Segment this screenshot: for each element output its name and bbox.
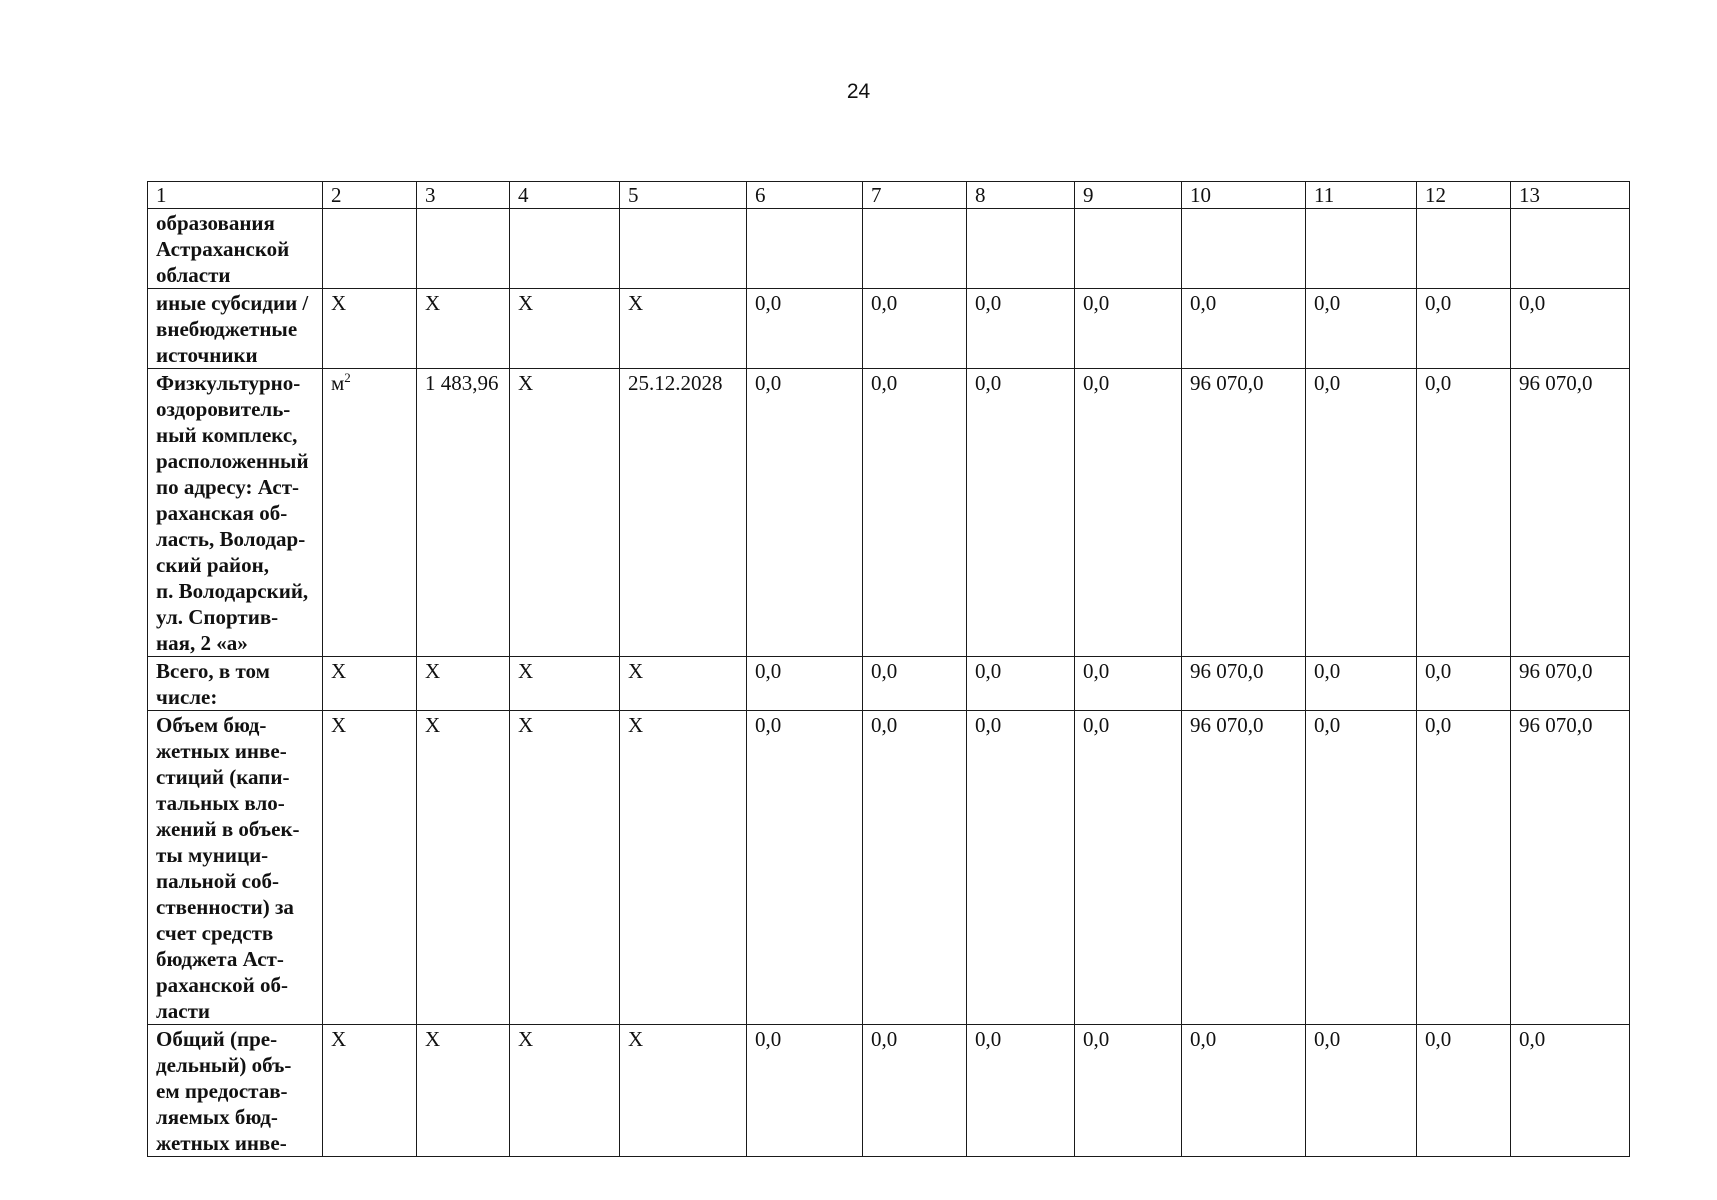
table-cell: 0,0 xyxy=(1075,1025,1182,1157)
row-name: иные субсидии / внебюджетные источники xyxy=(148,289,323,369)
column-number: 5 xyxy=(620,182,747,209)
unit-cell xyxy=(323,1025,417,1157)
table-cell: 0,0 xyxy=(1075,657,1182,711)
table-cell: 96 070,0 xyxy=(1511,711,1630,1025)
table-cell: Х xyxy=(417,711,510,1025)
column-number-row xyxy=(148,182,1630,209)
table-cell: 0,0 xyxy=(967,711,1075,1025)
data-table-container xyxy=(147,181,1629,1157)
table-cell: Х xyxy=(417,1025,510,1157)
table-cell: Х xyxy=(620,711,747,1025)
table-cell: 0,0 xyxy=(967,289,1075,369)
column-number: 13 xyxy=(1511,182,1630,209)
table-cell: 0,0 xyxy=(1075,369,1182,657)
table-cell: 0,0 xyxy=(1306,657,1417,711)
table-row xyxy=(148,289,1630,369)
table-cell xyxy=(967,209,1075,289)
column-number: 12 xyxy=(1417,182,1511,209)
row-name: Объем бюд- жетных инве- стиций (капи- тальных вло- жений в объек- ты муници- пальной соб- ственности) за счет средств бюджета Аст- раханской об- ласти xyxy=(148,711,323,1025)
table-cell: Х xyxy=(620,289,747,369)
column-number: 11 xyxy=(1306,182,1417,209)
table-cell: 96 070,0 xyxy=(1182,657,1306,711)
table-cell: 0,0 xyxy=(747,1025,863,1157)
table-cell: 0,0 xyxy=(863,289,967,369)
table-cell: Х xyxy=(620,657,747,711)
unit-text: Х xyxy=(331,713,347,737)
row-name: Физкультурно- оздоровитель- ный комплекс, расположенный по адресу: Аст- раханская об- ласть, Володар- ский район, п. Володарский, ул. Спортив- ная, 2 «а» xyxy=(148,369,323,657)
table-row xyxy=(148,657,1630,711)
table-row xyxy=(148,1025,1630,1157)
table-cell: 0,0 xyxy=(1182,1025,1306,1157)
table-cell: Х xyxy=(510,1025,620,1157)
page-number: 24 xyxy=(846,80,871,103)
table-cell xyxy=(510,209,620,289)
table-cell: 96 070,0 xyxy=(1182,369,1306,657)
table-cell xyxy=(863,209,967,289)
unit-text: м xyxy=(331,371,345,395)
table-cell: 0,0 xyxy=(1511,1025,1630,1157)
table-cell: 0,0 xyxy=(1417,1025,1511,1157)
table-cell xyxy=(620,209,747,289)
unit-cell xyxy=(323,289,417,369)
table-cell: 25.12.2028 xyxy=(620,369,747,657)
column-number: 9 xyxy=(1075,182,1182,209)
column-number: 6 xyxy=(747,182,863,209)
table-cell: 0,0 xyxy=(747,289,863,369)
unit-text: Х xyxy=(331,659,347,683)
table-cell xyxy=(417,209,510,289)
table-cell: 96 070,0 xyxy=(1182,711,1306,1025)
table-cell: 0,0 xyxy=(1417,711,1511,1025)
table-cell: 0,0 xyxy=(1306,1025,1417,1157)
unit-cell xyxy=(323,657,417,711)
table-cell: 0,0 xyxy=(967,369,1075,657)
table-cell: 0,0 xyxy=(1417,369,1511,657)
table-cell: 0,0 xyxy=(1306,369,1417,657)
column-number: 8 xyxy=(967,182,1075,209)
table-cell xyxy=(1417,209,1511,289)
table-cell: 0,0 xyxy=(967,1025,1075,1157)
unit-cell xyxy=(323,711,417,1025)
table-cell: Х xyxy=(510,711,620,1025)
table-cell xyxy=(747,209,863,289)
column-number: 2 xyxy=(323,182,417,209)
column-number: 4 xyxy=(510,182,620,209)
unit-cell xyxy=(323,209,417,289)
table-cell: 0,0 xyxy=(1075,289,1182,369)
table-cell: 0,0 xyxy=(747,711,863,1025)
data-table xyxy=(147,181,1630,1157)
unit-superscript: 2 xyxy=(344,370,351,385)
table-cell: 0,0 xyxy=(1075,711,1182,1025)
table-cell: Х xyxy=(510,369,620,657)
table-cell: 0,0 xyxy=(1417,289,1511,369)
table-cell: 0,0 xyxy=(747,657,863,711)
row-name: Всего, в том числе: xyxy=(148,657,323,711)
unit-cell xyxy=(323,369,417,657)
table-cell xyxy=(1511,209,1630,289)
column-number: 7 xyxy=(863,182,967,209)
table-cell: 0,0 xyxy=(1511,289,1630,369)
table-cell: 96 070,0 xyxy=(1511,657,1630,711)
unit-text: Х xyxy=(331,291,347,315)
table-cell: Х xyxy=(417,657,510,711)
table-cell xyxy=(1306,209,1417,289)
table-cell: 0,0 xyxy=(1306,711,1417,1025)
table-cell: 0,0 xyxy=(863,369,967,657)
table-cell xyxy=(1075,209,1182,289)
row-name: образования Астраханской области xyxy=(148,209,323,289)
table-cell: 0,0 xyxy=(747,369,863,657)
table-cell: 0,0 xyxy=(967,657,1075,711)
table-cell: Х xyxy=(417,289,510,369)
column-number: 3 xyxy=(417,182,510,209)
table-row xyxy=(148,209,1630,289)
table-cell: 0,0 xyxy=(863,711,967,1025)
row-name: Общий (пре- дельный) объ- ем предостав- ляемых бюд- жетных инве- xyxy=(148,1025,323,1157)
table-cell: Х xyxy=(510,289,620,369)
table-row xyxy=(148,369,1630,657)
table-cell: 1 483,96 xyxy=(417,369,510,657)
table-cell: 96 070,0 xyxy=(1511,369,1630,657)
table-cell xyxy=(1182,209,1306,289)
table-cell: Х xyxy=(510,657,620,711)
table-cell: 0,0 xyxy=(1182,289,1306,369)
column-number: 10 xyxy=(1182,182,1306,209)
table-cell: 0,0 xyxy=(863,1025,967,1157)
table-cell: Х xyxy=(620,1025,747,1157)
table-row xyxy=(148,711,1630,1025)
unit-text: Х xyxy=(331,1027,347,1051)
table-cell: 0,0 xyxy=(1306,289,1417,369)
table-cell: 0,0 xyxy=(1417,657,1511,711)
table-cell: 0,0 xyxy=(863,657,967,711)
column-number: 1 xyxy=(148,182,323,209)
